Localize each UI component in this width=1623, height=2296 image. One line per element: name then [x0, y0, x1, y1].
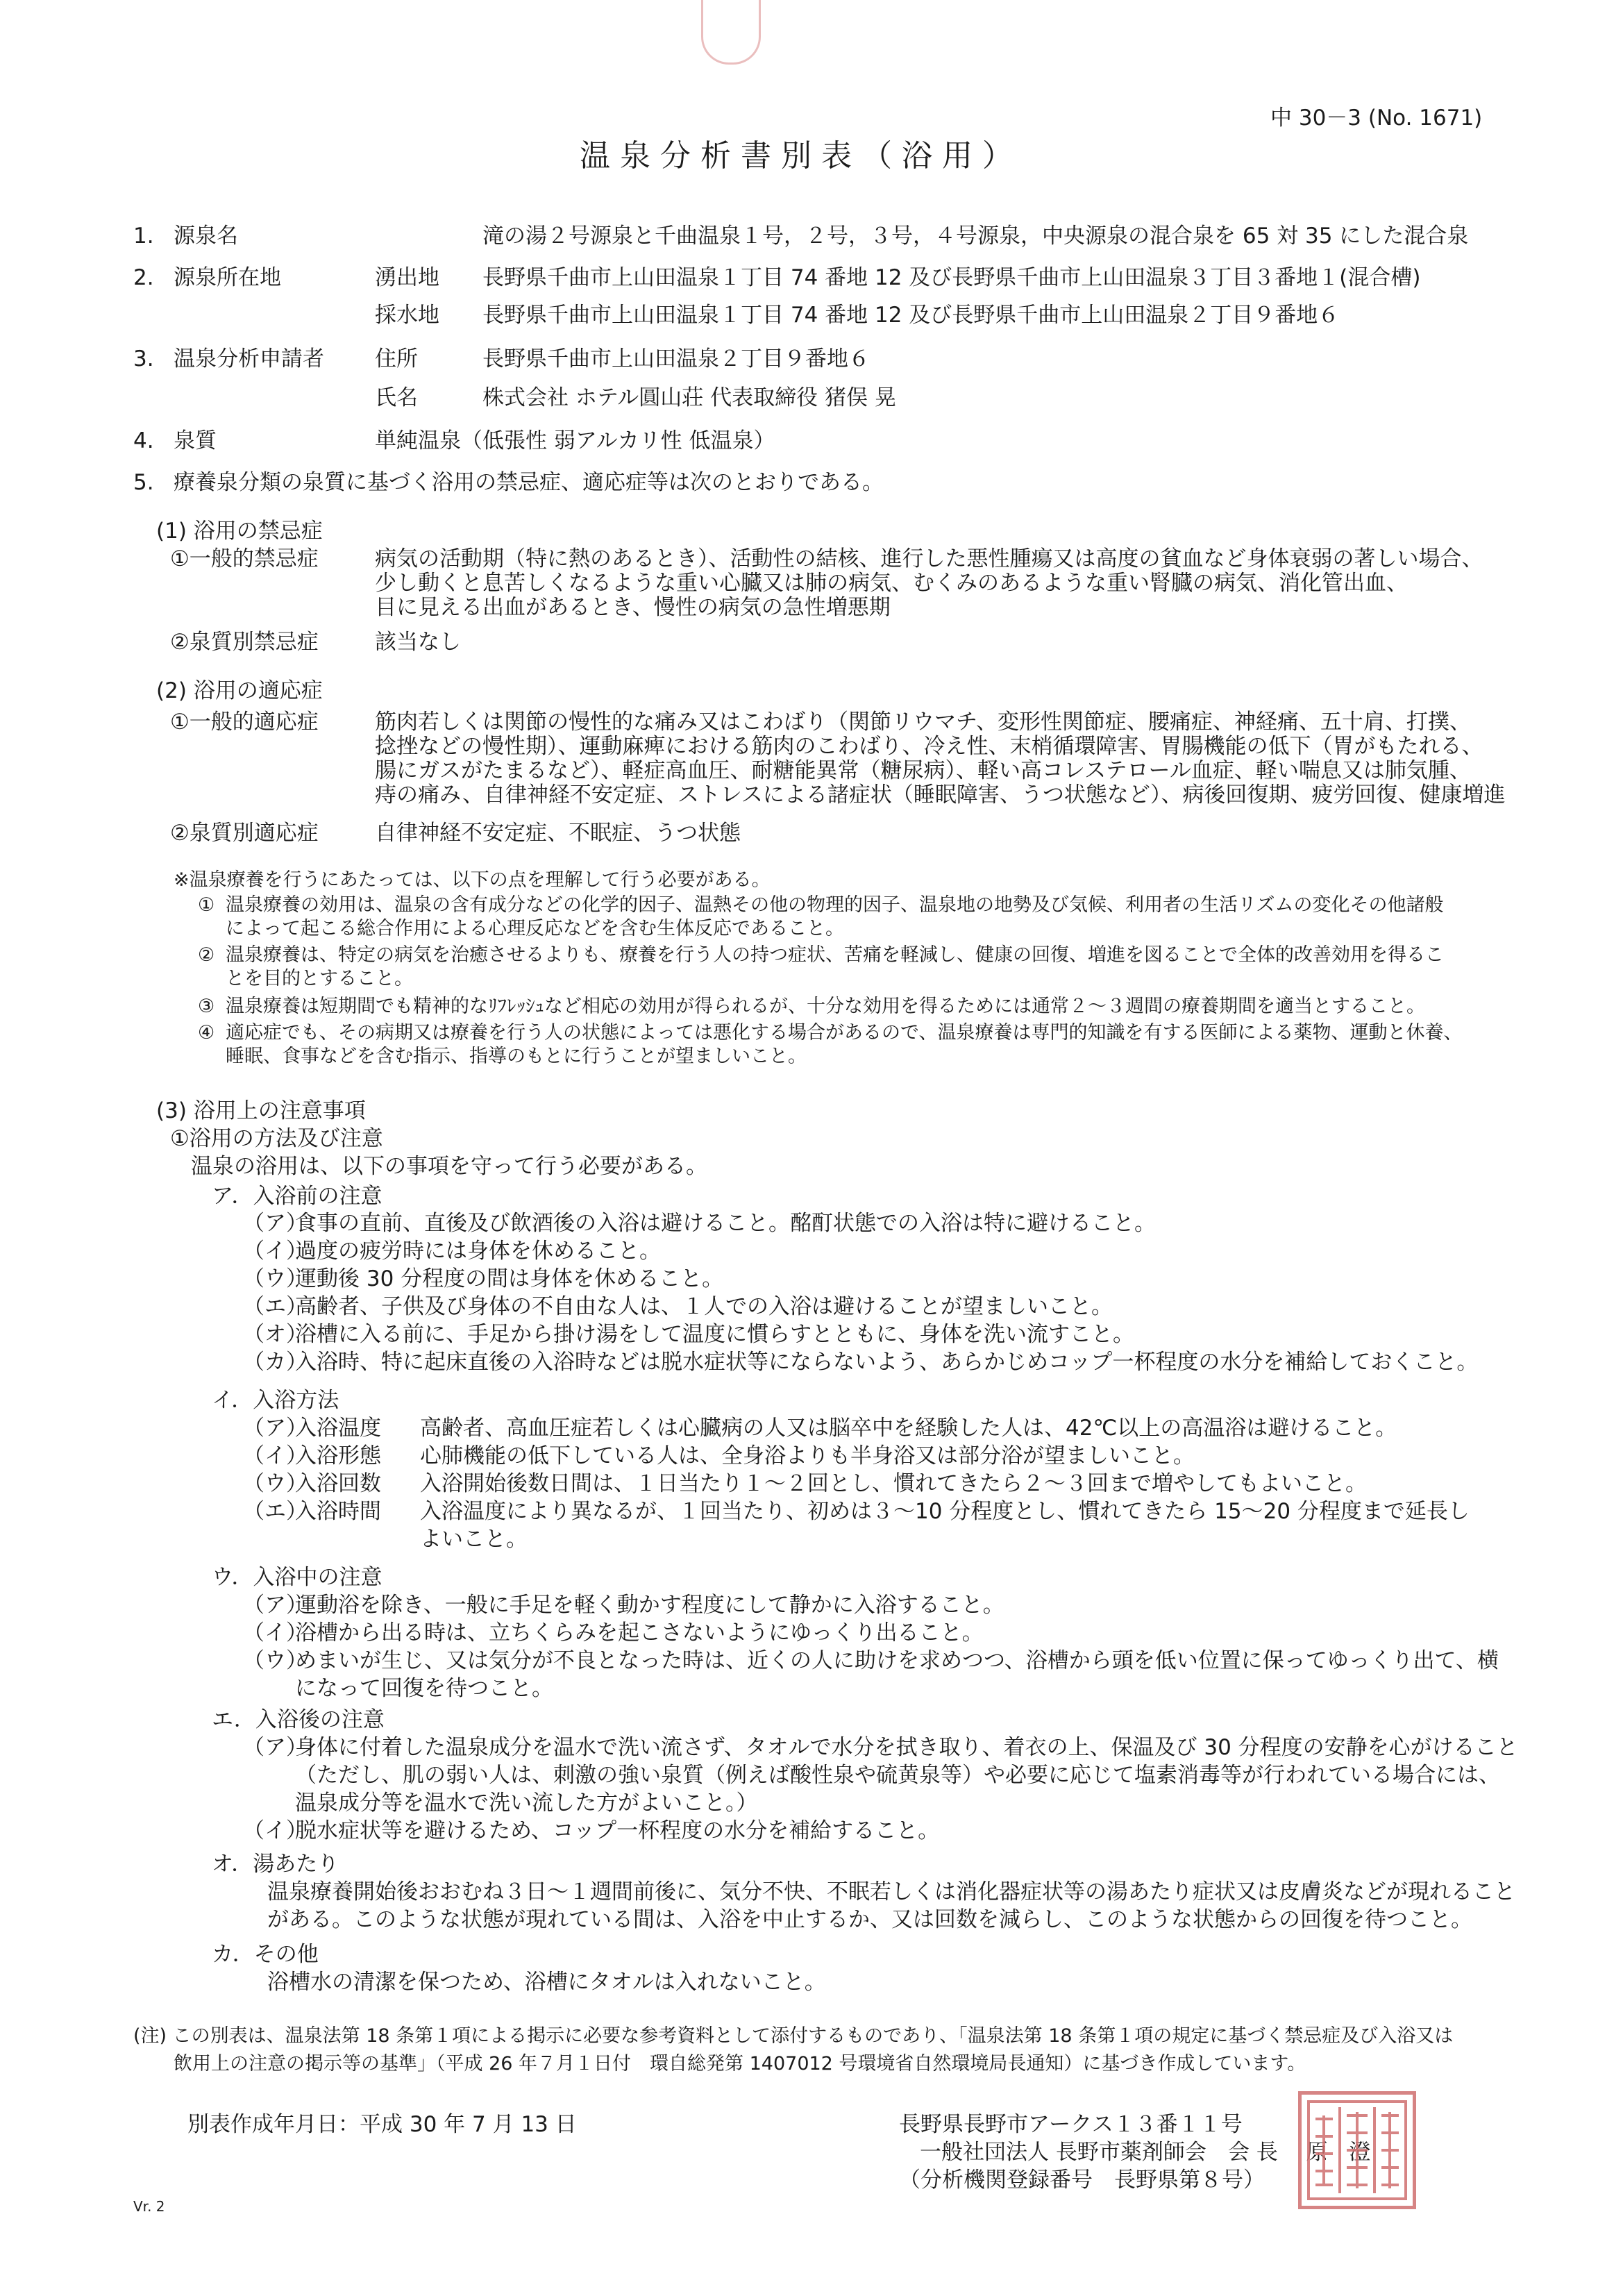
body-line: 病気の活動期（特に熱のあるとき）、活動性の結核、進行した悪性腫瘍又は高度の貧血など身体衰弱の著しい場合、 [375, 546, 1483, 571]
item-label: 源泉所在地 [174, 265, 281, 290]
item-sublabel: 採水地 [375, 303, 439, 328]
item-label: 源泉名 [174, 224, 238, 249]
group-label: オ．湯あたり [212, 1852, 339, 1877]
item-sublabel: 氏名 [375, 385, 418, 410]
notice-intro: ※温泉療養を行うにあたっては、以下の点を理解して行う必要がある。 [174, 869, 771, 891]
list-item: 心肺機能の低下している人は、全身浴よりも半身浴又は部分浴が望ましいこと。 [420, 1443, 1195, 1468]
list-key: （エ） [243, 1294, 308, 1319]
body-line: 捻挫などの慢性期）、運動麻痺における筋肉のこわばり、冷え性、末梢循環障害、胃腸機能の低下（胃がもたれる、 [375, 734, 1483, 759]
notice-line: 適応症でも、その病期又は療養を行う人の状態によっては悪化する場合があるので、温泉療養は専門的知識を有する医師による薬物、運動と休養、 [226, 1022, 1463, 1044]
notice-line: 温泉療養の効用は、温泉の含有成分などの化学的因子、温熱その他の物理的因子、温泉地の地勢及び気候、利用者の生活リズムの変化その他諸般 [226, 894, 1444, 916]
list-item: 入浴温度により異なるが、１回当たり、初めは３～10 分程度とし、慣れてきたら 15～20 分程度まで延長し [420, 1499, 1470, 1524]
body-line: 少し動くと息苦しくなるような重い心臓又は肺の病気、むくみのあるような重い腎臓の病気、消化管出血、 [375, 571, 1408, 596]
list-heading: 入浴温度 [295, 1416, 381, 1441]
list-item: 入浴時、特に起床直後の入浴時などは脱水症状等にならないよう、あらかじめコップ一杯程度の水分を補給しておくこと。 [295, 1350, 1479, 1375]
body-line: 自律神経不安定症、不眠症、うつ状態 [375, 821, 741, 846]
list-item: 浴槽から出る時は、立ちくらみを起こさないようにゆっくり出ること。 [295, 1620, 984, 1645]
item-value: 長野県千曲市上山田温泉２丁目９番地６ [482, 346, 870, 371]
list-key: （カ） [243, 1350, 308, 1375]
list-key: （ア） [243, 1211, 308, 1236]
list-key: （オ） [243, 1322, 308, 1347]
notice-line: 温泉療養は、特定の病気を治癒させるよりも、療養を行う人の持つ症状、苦痛を軽減し、健康の回復、増進を図ることで全体的改善効用を得るこ [226, 944, 1444, 966]
body-line: 痔の痛み、自律神経不安定症、ストレスによる諸症状（睡眠障害、うつ状態など）、病後回復期、疲労回復、健康増進 [375, 782, 1506, 807]
list-item-cont: よいこと。 [420, 1527, 528, 1552]
list-key: （イ） [243, 1818, 308, 1843]
list-item: 高齢者、高血圧症若しくは心臓病の人又は脳卒中を経験した人は、42℃以上の高温浴は避けること。 [420, 1416, 1397, 1441]
subsection-label: ②泉質別適応症 [170, 821, 319, 846]
list-item: 運動浴を除き、一般に手足を軽く動かす程度にして静かに入浴すること。 [295, 1593, 1004, 1618]
notice-mark: ② [198, 944, 215, 966]
official-seal-icon [1298, 2091, 1416, 2209]
footnote-line: 飲用上の注意の掲示等の基準」（平成 26 年７月１日付 環自総発第 1407012 号環境省自然環境局長通知）に基づき作成しています。 [174, 2053, 1306, 2075]
list-item: 脱水症状等を避けるため、コップ一杯程度の水分を補給すること。 [295, 1818, 940, 1843]
creation-date: 別表作成年月日：平成 30 年 7 月 13 日 [187, 2112, 577, 2137]
list-item: めまいが生じ、又は気分が不良となった時は、近くの人に助けを求めつつ、浴槽から頭を低い位置に保ってゆっくり出て、横 [295, 1648, 1499, 1673]
notice-line: とを目的とすること。 [226, 968, 413, 989]
group-label: イ．入浴方法 [212, 1388, 339, 1413]
list-key: （ア） [243, 1416, 308, 1441]
item-value: 長野県千曲市上山田温泉１丁目 74 番地 12 及び長野県千曲市上山田温泉３丁目３番地１(混合槽) [482, 265, 1421, 290]
section-heading: (2) 浴用の適応症 [156, 678, 323, 703]
notice-mark: ① [198, 894, 215, 916]
list-item: 高齢者、子供及び身体の不自由な人は、１人での入浴は避けることが望ましいこと。 [295, 1294, 1113, 1319]
list-heading: 入浴回数 [295, 1471, 381, 1496]
subsection-label: ②泉質別禁忌症 [170, 630, 319, 655]
list-item: 運動後 30 分程度の間は身体を休めること。 [295, 1266, 724, 1291]
item-value: 滝の湯２号源泉と千曲温泉１号，２号，３号，４号源泉，中央源泉の混合泉を 65 対 35 にした混合泉 [482, 224, 1469, 249]
item-number: 1. [133, 224, 154, 249]
item-label: 泉質 [174, 428, 217, 453]
list-key: （ウ） [243, 1648, 308, 1673]
section-heading: (1) 浴用の禁忌症 [156, 519, 323, 544]
list-item: 身体に付着した温泉成分を温水で洗い流さず、タオルで水分を拭き取り、着衣の上、保温及び 30 分程度の安静を心がけること [295, 1735, 1518, 1760]
section-heading: (3) 浴用上の注意事項 [156, 1098, 366, 1123]
item-value: 長野県千曲市上山田温泉１丁目 74 番地 12 及び長野県千曲市上山田温泉２丁目９番地６ [482, 303, 1340, 328]
subsection-label: ①浴用の方法及び注意 [170, 1126, 383, 1151]
list-item: 食事の直前、直後及び飲酒後の入浴は避けること。酩酊状態での入浴は特に避けること。 [295, 1211, 1156, 1236]
group-label: カ．その他 [212, 1942, 319, 1967]
list-key: （イ） [243, 1443, 308, 1468]
list-item-cont: 温泉成分等を温水で洗い流した方がよいこと。） [295, 1791, 758, 1816]
page-title: 温泉分析書別表（浴用） [580, 138, 1023, 174]
item-sublabel: 湧出地 [375, 265, 439, 290]
list-heading: 入浴形態 [295, 1443, 381, 1468]
body-line: 浴槽水の清潔を保つため、浴槽にタオルは入れないこと。 [267, 1970, 826, 1995]
list-key: （ア） [243, 1593, 308, 1618]
version-label: Vr. 2 [133, 2198, 165, 2215]
body-line: 温泉の浴用は、以下の事項を守って行う必要がある。 [191, 1154, 707, 1179]
item-text: 療養泉分類の泉質に基づく浴用の禁忌症、適応症等は次のとおりである。 [174, 470, 884, 495]
body-line: 温泉療養開始後おおむね３日～１週間前後に、気分不快、不眠若しくは消化器症状等の湯あたり症状又は皮膚炎などが現れること [267, 1879, 1515, 1904]
notice-mark: ③ [198, 996, 215, 1017]
binding-stamp-mark [701, 0, 761, 65]
body-line: 筋肉若しくは関節の慢性的な痛み又はこわばり（関節リウマチ、変形性関節症、腰痛症、神経痛、五十肩、打撲、 [375, 710, 1471, 735]
list-key: （ア） [243, 1735, 308, 1760]
list-key: （ウ） [243, 1471, 308, 1496]
notice-line: によって起こる総合作用による心理反応などを含む生体反応であること。 [226, 918, 844, 939]
body-line: がある。このような状態が現れている間は、入浴を中止するか、又は回数を減らし、このような状態からの回復を待つこと。 [267, 1907, 1472, 1932]
lab-registration: （分析機関登録番号 長野県第８号） [899, 2168, 1265, 2193]
group-label: ウ．入浴中の注意 [212, 1565, 382, 1590]
list-item-cont: （ただし、肌の弱い人は、刺激の強い泉質（例えば酸性泉や硫黄泉等）や必要に応じて塩素消毒等が行われている場合には、 [295, 1763, 1500, 1788]
notice-mark: ④ [198, 1022, 215, 1044]
body-line: 該当なし [375, 630, 461, 655]
body-line: 腸にガスがたまるなど）、軽症高血圧、耐糖能異常（糖尿病）、軽い高コレステロール血症、軽い喘息又は肺気腫、 [375, 758, 1471, 783]
group-label: ア．入浴前の注意 [212, 1184, 382, 1209]
list-item-cont: になって回復を待つこと。 [295, 1676, 553, 1701]
lab-address: 長野県長野市アークス１３番１１号 [899, 2112, 1243, 2137]
body-line: 目に見える出血があるとき、慢性の病気の急性増悪期 [375, 595, 891, 620]
item-number: 2. [133, 265, 154, 290]
subsection-label: ①一般的禁忌症 [170, 546, 319, 571]
list-item: 入浴開始後数日間は、１日当たり１～２回とし、慣れてきたら２～３回まで増やしてもよいこと。 [420, 1471, 1367, 1496]
item-number: 5. [133, 470, 154, 495]
notice-line: 睡眠、食事などを含む指示、指導のもとに行うことが望ましいこと。 [226, 1046, 807, 1067]
list-key: （ウ） [243, 1266, 308, 1291]
lab-organization: 一般社団法人 長野市薬剤師会 会 長 原 澄 [920, 2140, 1371, 2165]
list-item: 浴槽に入る前に、手足から掛け湯をして温度に慣らすとともに、身体を洗い流すこと。 [295, 1322, 1134, 1347]
item-value: 株式会社 ホテル圓山荘 代表取締役 猪俣 晃 [482, 385, 896, 410]
item-label: 温泉分析申請者 [174, 346, 324, 371]
list-key: （イ） [243, 1239, 308, 1264]
item-sublabel: 住所 [375, 346, 418, 371]
notice-line: 温泉療養は短期間でも精神的なﾘﾌﾚｯｼｭなど相応の効用が得られるが、十分な効用を得るためには通常２～３週間の療養期間を適当とすること。 [226, 996, 1425, 1017]
list-key: （イ） [243, 1620, 308, 1645]
footnote-line: (注) この別表は、温泉法第 18 条第１項による掲示に必要な参考資料として添付するものであり、「温泉法第 18 条第１項の規定に基づく禁忌症及び入浴又は [133, 2025, 1454, 2047]
item-number: 4. [133, 428, 154, 453]
list-heading: 入浴時間 [295, 1499, 381, 1524]
list-item: 過度の疲労時には身体を休めること。 [295, 1239, 661, 1264]
item-number: 3. [133, 346, 154, 371]
item-value: 単純温泉（低張性 弱アルカリ性 低温泉） [375, 428, 775, 453]
document-number: 中 30－3 (No. 1671) [1270, 106, 1483, 131]
subsection-label: ①一般的適応症 [170, 710, 319, 735]
group-label: エ．入浴後の注意 [212, 1707, 385, 1732]
list-key: （エ） [243, 1499, 308, 1524]
